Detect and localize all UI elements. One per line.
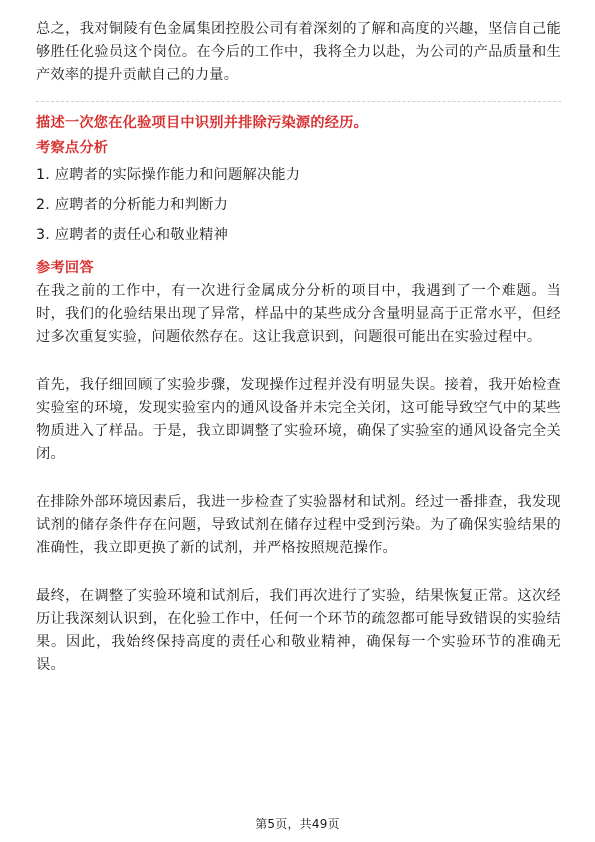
intro-paragraph: 总之，我对铜陵有色金属集团控股公司有着深刻的了解和高度的兴趣，坚信自己能够胜任化验员这个岗位。在今后的工作中，我将全力以赴，为公司的产品质量和生产效率的提升贡献自己的力量。 [36, 21, 561, 83]
interview-question: 描述一次您在化验项目中识别并排除污染源的经历。 [36, 115, 369, 131]
document-page [36, 18, 561, 677]
answer-paragraph: 最终，在调整了实验环境和试剂后，我们再次进行了实验，结果恢复正常。这次经历让我深刻认识到，在化验工作中，任何一个环节的疏忽都可能导致错误的实验结果。因此，我始终保持高度的责任心和敬业精神，确保每一个实验环节的准确无误。 [36, 588, 561, 673]
analysis-list [36, 164, 561, 247]
section-divider [36, 101, 561, 102]
analysis-item: 3. 应聘者的责任心和敬业精神 [36, 227, 229, 243]
answer-paragraph: 首先，我仔细回顾了实验步骤，发现操作过程并没有明显失误。接着，我开始检查实验室的环境，发现实验室内的通风设备并未完全关闭，这可能导致空气中的某些物质进入了样品。于是，我立即调整了实验环境，确保了实验室的通风设备完全关闭。 [36, 377, 561, 462]
answer-paragraph: 在排除外部环境因素后，我进一步检查了实验器材和试剂。经过一番排查，我发现试剂的储存条件存在问题，导致试剂在储存过程中受到污染。为了确保实验结果的准确性，我立即更换了新的试剂，并严格按照规范操作。 [36, 494, 561, 556]
answer-paragraph: 在我之前的工作中，有一次进行金属成分分析的项目中，我遇到了一个难题。当时，我们的化验结果出现了异常，样品中的某些成分含量明显高于正常水平，但经过多次重复实验，问题依然存在。这让我意识到，问题很可能出在实验过程中。 [36, 283, 561, 345]
answer-body [36, 280, 561, 677]
analysis-item: 2. 应聘者的分析能力和判断力 [36, 197, 229, 213]
page-footer [0, 815, 595, 832]
analysis-item: 1. 应聘者的实际操作能力和问题解决能力 [36, 167, 301, 183]
answer-label: 参考回答 [36, 260, 94, 276]
analysis-label: 考察点分析 [36, 140, 109, 156]
page-number: 第5页，共49页 [255, 817, 340, 831]
